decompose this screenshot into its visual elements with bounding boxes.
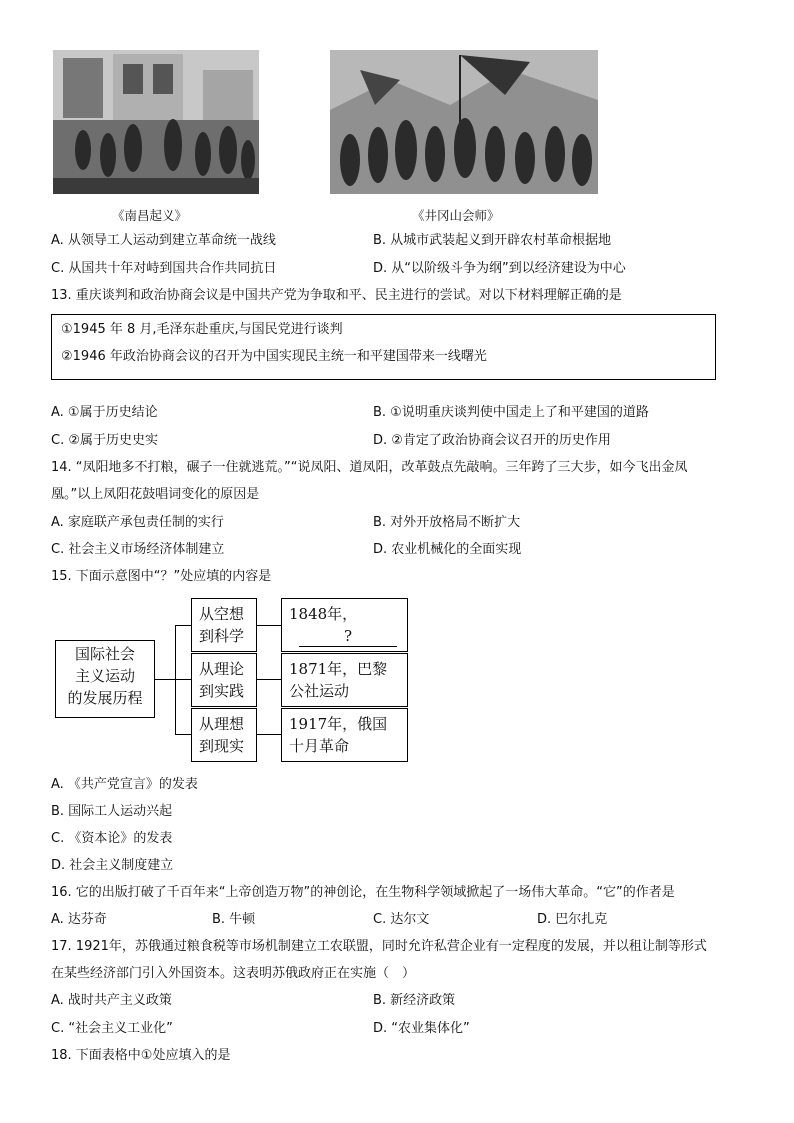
branch-1-line-2: 到科学 — [199, 627, 245, 645]
q17-option-b: B. 新经济政策 — [373, 993, 456, 1008]
branch-2-line-1: 从理论 — [199, 660, 245, 678]
q17-option-d: D. “农业集体化” — [373, 1021, 470, 1036]
connector-r2 — [257, 679, 281, 680]
connector-root — [155, 679, 175, 680]
branch-box-2 — [191, 653, 257, 707]
branch-2-line-2: 到实践 — [199, 682, 245, 700]
result-1-blank — [299, 625, 397, 647]
q13-option-a: A. ①属于历史结论 — [51, 405, 158, 420]
q13-stem: 13. 重庆谈判和政治协商会议是中国共产党为争取和平、民主进行的尝试。对以下材料理解正确的是 — [51, 288, 622, 303]
q13-option-b: B. ①说明重庆谈判使中国走上了和平建国的道路 — [373, 405, 649, 420]
q14-option-a: A. 家庭联产承包责任制的实行 — [51, 515, 224, 530]
q13-material-box — [51, 314, 716, 380]
q17-option-a: A. 战时共产主义政策 — [51, 993, 172, 1008]
q17-option-c: C. “社会主义工业化” — [51, 1021, 173, 1036]
q15-option-d: D. 社会主义制度建立 — [51, 858, 174, 873]
result-box-1 — [281, 598, 408, 652]
root-line-3: 的发展历程 — [67, 689, 143, 707]
result-3-line-2: 十月革命 — [289, 737, 350, 755]
root-line-1: 国际社会 — [74, 645, 135, 663]
q18-stem: 18. 下面表格中①处应填入的是 — [51, 1048, 231, 1063]
q14-stem-line1: 14. “凤阳地多不打粮，碾子一住就逃荒。”“说凤阳、道凤阳，改革鼓点先敲响。三年跨了三大步，如今飞出金凤 — [51, 460, 688, 475]
result-box-2 — [281, 653, 408, 707]
connector-b2 — [175, 679, 191, 680]
jinggangshan-meeting-painting — [330, 50, 598, 194]
q15-stem: 15. 下面示意图中“？”处应填的内容是 — [51, 569, 272, 584]
q14-option-d: D. 农业机械化的全面实现 — [373, 542, 522, 557]
q13-material-1: ①1945 年 8 月,毛泽东赴重庆,与国民党进行谈判 — [61, 322, 343, 337]
q12-option-d: D. 从“以阶级斗争为纲”到以经济建设为中心 — [373, 261, 626, 276]
q13-material-2: ②1946 年政治协商会议的召开为中国实现民主统一和平建国带来一线曙光 — [61, 349, 487, 364]
result-1-line-1: 1848年， — [289, 605, 358, 623]
q12-option-a: A. 从领导工人运动到建立革命统一战线 — [51, 233, 276, 248]
q14-stem-line2: 凰。”以上凤阳花鼓唱词变化的原因是 — [51, 487, 260, 502]
connector-b1 — [175, 625, 191, 626]
branch-1-line-1: 从空想 — [199, 605, 245, 623]
q17-stem-line2: 在某些经济部门引入外国资本。这表明苏俄政府正在实施（ ） — [51, 966, 416, 981]
q15-option-b: B. 国际工人运动兴起 — [51, 804, 173, 819]
diagram-root-box — [55, 640, 155, 718]
connector-r1 — [257, 625, 281, 626]
q12-option-b: B. 从城市武装起义到开辟农村革命根据地 — [373, 233, 612, 248]
q12-option-c: C. 从国共十年对峙到国共合作共同抗日 — [51, 261, 277, 276]
q16-option-b: B. 牛顿 — [212, 912, 256, 927]
q16-option-a: A. 达芬奇 — [51, 912, 107, 927]
branch-box-3 — [191, 708, 257, 762]
result-2-line-1: 1871年，巴黎 — [289, 660, 388, 678]
result-box-3 — [281, 708, 408, 762]
q15-option-c: C. 《资本论》的发表 — [51, 831, 173, 846]
q16-stem: 16. 它的出版打破了千百年来“上帝创造万物”的神创论，在生物科学领域掀起了一场伟大革命。“它”的作者是 — [51, 885, 675, 900]
question-mark: ? — [343, 627, 353, 645]
q14-option-b: B. 对外开放格局不断扩大 — [373, 515, 521, 530]
q15-option-a: A. 《共产党宣言》的发表 — [51, 777, 198, 792]
left-image-caption: 《南昌起义》 — [112, 208, 188, 223]
connector-r3 — [257, 734, 281, 735]
q17-stem-line1: 17. 1921年，苏俄通过粮食税等市场机制建立工农联盟，同时允许私营企业有一定程度的发展，并以租让制等形式 — [51, 939, 707, 954]
q16-option-c: C. 达尔文 — [373, 912, 430, 927]
connector-b3 — [175, 734, 191, 735]
result-3-line-1: 1917年，俄国 — [289, 715, 388, 733]
q13-option-c: C. ②属于历史史实 — [51, 433, 158, 448]
q14-option-c: C. 社会主义市场经济体制建立 — [51, 542, 225, 557]
nanchang-uprising-painting — [53, 50, 259, 194]
branch-3-line-2: 到现实 — [199, 737, 245, 755]
branch-box-1 — [191, 598, 257, 652]
q16-option-d: D. 巴尔扎克 — [537, 912, 608, 927]
branch-3-line-1: 从理想 — [199, 715, 245, 733]
q13-option-d: D. ②肯定了政治协商会议召开的历史作用 — [373, 433, 611, 448]
result-2-line-2: 公社运动 — [289, 682, 350, 700]
root-line-2: 主义运动 — [74, 667, 135, 685]
right-image-caption: 《井冈山会师》 — [412, 208, 500, 223]
